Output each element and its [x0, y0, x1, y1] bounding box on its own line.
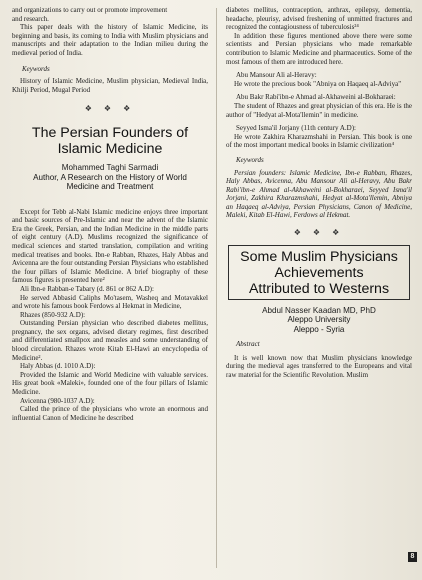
intro-line-2: and research.	[12, 14, 49, 23]
article-title-box	[228, 245, 410, 300]
second-author-name: Abdul Nasser Kaadan MD, PhD	[262, 306, 376, 316]
article-title-line-1: The Persian Founders of	[31, 125, 189, 142]
second-title-line-1: Some Muslim Physicians	[240, 249, 398, 266]
body-paragraph-1: Except for Tebb al-Nabi Islamic medicine enjoys three important and basic sources of Pre-Islamic and near the advent of the Islamic Era the Greek, Persian, and the Indian Medicine in the middle parts of eight century (A.D). Muslims recognized the significance of medical sciences and started translation, compilation and writing medical treatises and books. Ibn-e Rabban, Rhazes, Haly Abbas and Avicenna are the four outstanding Persian Physicians who established the four pillars of Islamic Medicine. A brief biography of these famous figures is presented here²	[12, 207, 208, 285]
separator-stars-right: ❖ ❖ ❖	[293, 228, 345, 238]
figure-3-text: He wrote Zakhira Kharazmshahi in Persian. This book is one of the most important medical books in Islamic civilization⁴	[226, 132, 412, 150]
figure-2-heading: Abu Bakr Rabi'ibn-e Ahmad al-Akhaweini al-Bokharaei:	[236, 93, 396, 102]
author-name: Mohammed Taghi Sarmadi	[61, 163, 159, 173]
keywords-text: History of Islamic Medicine, Muslim physician, Medieval India, Khilji Period, Mugal Period	[12, 77, 208, 94]
author-affiliation-2: Medicine and Treatment	[66, 182, 154, 192]
figure-1-heading: Abu Mansour Ali al-Heravy:	[236, 71, 317, 80]
second-title-line-3: Attributed to Westerns	[248, 281, 390, 298]
column-divider	[216, 8, 217, 568]
body-paragraph-rabban: He served Abbasid Caliphs Mo'tasem, Washeq and Motavakkel and wrote his famous book Ferdows al Hekmat in Medicine,	[12, 293, 208, 311]
body-paragraph-rhazes: Outstanding Persian physician who described diabetes mellitus, pregnancy, the sex organs, advised dietary regimes, first described and differentiated smallpox and measles and some understanding of blood circulation. Rhazes wrote Kitab El-Hawi an encyclopedia of Medicine².	[12, 319, 208, 362]
left-column	[12, 6, 208, 422]
second-author-affiliation-1: Aleppo University	[287, 315, 351, 325]
page-number: 8	[408, 552, 417, 562]
abstract-text: It is well known now that Muslim physicians knowledge during the medieval ages transferred to the Europeans and vital raw material for the Scientific Revolution. Muslim	[226, 353, 412, 380]
body-heading-rhazes: Rhazes (850-932 A.D):	[20, 310, 86, 319]
abstract-label: Abstract	[236, 340, 260, 349]
article-title-line-2: Islamic Medicine	[57, 141, 163, 158]
body-heading-avicenna: Avicenna (980-1037 A.D):	[20, 396, 95, 405]
intro-paragraph: This paper deals with the history of Islamic Medicine, its beginning and basis, its coming to India with Muslim physicians and manuscripts and their adaptation to the Indian milieu during the medieval period of India.	[12, 23, 208, 57]
continuation-paragraph: diabetes mellitus, contraception, anthrax, epilepsy, dementia, headache, pleurisy, advised freshening of unmitted fractures and recognized the contagiousness of tuberculosis²⁴	[226, 6, 412, 32]
intro-line-1: and organizations to carry out or promote improvement	[12, 6, 168, 14]
figure-1-text: He wrote the precious book "Abniya on Haqaeq al-Adviya"	[234, 79, 402, 88]
keywords-label: Keywords	[22, 64, 50, 73]
keywords-text-right: Persian founders: Islamic Medicine, Ibn-e Rabban, Rhazes, Haly Abbas, Avicenna, Abu Mansour Ali al-Heravy, Abu Bakr Rabi'ibn-e Ahmad al-Akhaweini al-Bokharaei, Seyyed Isma'il Jorjani, Zakhira Kharazmshahi, Hedyat al-Mota'llemin, Abniya an Haqaeq al-Adviya, Persian Physicians, Canon of Medicine, Maleki, Kitab El-Hawi, Ferdows al Hekmat.	[226, 168, 412, 220]
second-author-affiliation-2: Aleppo - Syria	[293, 324, 345, 334]
figures-intro-paragraph: In addition these figures mentioned above there were some scientists and Persian physicians who made remarkable contribution to Islamic Medicine and pharmaceutics. Some of the most famous of them are introduced here.	[226, 31, 412, 66]
body-heading-haly-abbas: Haly Abbas (d. 1010 A.D):	[20, 362, 96, 371]
right-column	[226, 6, 412, 380]
body-heading-rabban: Ali Ibn-e Rabban-e Tabary (d. 861 or 862 A.D):	[20, 284, 154, 293]
separator-stars: ❖ ❖ ❖	[84, 104, 136, 114]
body-paragraph-haly-abbas: Provided the Islamic and World Medicine with valuable services. His great book «Maleki», founded one of the four pillars of Islamic Medicine.	[12, 370, 208, 397]
figure-3-heading: Seyyed Isma'il Jorjany (11th century A.D):	[236, 124, 356, 133]
author-affiliation-1: Author, A Research on the History of World	[33, 172, 187, 182]
figure-2-text: The student of Rhazes and great physician of this era. He is the author of "Hedyat al-Mota'llemin" in medicine.	[226, 101, 412, 119]
keywords-label-right: Keywords	[236, 155, 264, 164]
body-paragraph-avicenna: Called the prince of the physicians who wrote an enormous and influential Canon of Medicine he described	[12, 405, 208, 422]
second-title-line-2: Achievements	[274, 265, 364, 282]
